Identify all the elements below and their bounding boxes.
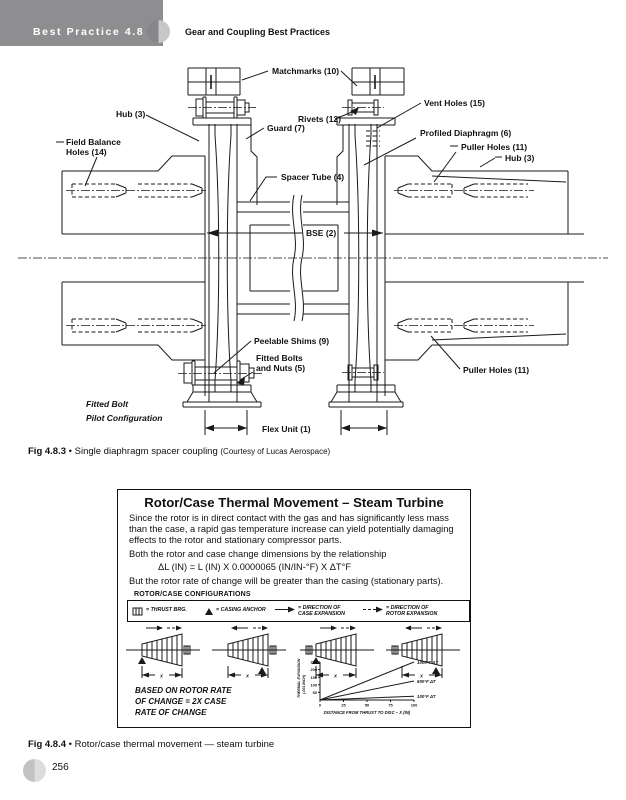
- label-puller-holes-bottom: Puller Holes (11): [463, 365, 530, 375]
- best-practice-label: Best Practice 4.8: [33, 26, 145, 38]
- fig-483-caption: Fig 4.8.3 • Single diaphragm spacer coupling (Courtesy of Lucas Aerospace): [28, 446, 331, 457]
- solid-arrow-icon: [274, 605, 296, 614]
- best-practice-banner: [0, 0, 163, 46]
- label-guard: Guard (7): [267, 123, 305, 133]
- svg-text:100: 100: [310, 682, 317, 688]
- legend-item-case-expansion: = DIRECTION OF CASE EXPANSION: [274, 605, 356, 617]
- matchmark-block-left: [188, 68, 240, 95]
- foot-right: [329, 392, 403, 407]
- guard-profile-right: [337, 125, 343, 205]
- series-label-1000f: 1000°F ΔT: [417, 660, 439, 665]
- svg-text:200: 200: [310, 667, 317, 673]
- rivet-bolt: [342, 100, 384, 115]
- casing-anchor-icon: [204, 607, 214, 616]
- box-paragraph-2: Both the rotor and case change dimensions by the relationship: [129, 549, 387, 559]
- label-vent-holes: Vent Holes (15): [424, 98, 485, 108]
- header-circle-ornament: [147, 20, 170, 43]
- label-hub-left: Hub (3): [116, 109, 146, 119]
- matchmark-block-right: [352, 68, 404, 95]
- label-field-balance-1: Field Balance: [66, 137, 121, 147]
- vent-holes-marks: [366, 131, 380, 146]
- top-fitted-bolt: [188, 97, 256, 118]
- rotor-rate-note: BASED ON ROTOR RATE OF CHANGE = 2X CASE RATE OF CHANGE: [135, 686, 232, 717]
- series-label-500f: 500°F ΔT: [417, 679, 436, 684]
- guard-profile-left: [251, 125, 257, 205]
- foot-left: [183, 392, 261, 407]
- legend-item-thrust: = THRUST BRG.: [132, 607, 198, 616]
- thermal-expansion-chart: [290, 656, 460, 718]
- chart-x-axis-label: DISTANCE FROM THRUST TO DISC – X (IN): [323, 710, 411, 715]
- label-rivets: Rivets (12): [298, 114, 341, 124]
- bottom-bolt-right: [342, 365, 384, 380]
- coupling-cross-section-diagram: [0, 55, 626, 450]
- series-label-100f: 100°F ΔT: [417, 694, 436, 699]
- label-pilot-config-2: Pilot Configuration: [86, 413, 163, 423]
- label-matchmarks: Matchmarks (10): [272, 66, 340, 76]
- config-sketch-1: [126, 626, 200, 679]
- legend-item-anchor: = CASING ANCHOR: [204, 607, 268, 616]
- expansion-formula: ΔL (IN) = L (IN) X 0.0000065 (IN/IN-°F) X ΔT°F: [158, 562, 352, 572]
- hub-right-outline: [385, 156, 584, 396]
- svg-text:150: 150: [310, 674, 317, 680]
- label-fitted-bolts-2: and Nuts (5): [256, 363, 306, 373]
- configurations-heading: ROTOR/CASE CONFIGURATIONS: [134, 591, 251, 598]
- fig-483-courtesy: (Courtesy of Lucas Aerospace): [220, 447, 331, 456]
- label-hub-right: Hub (3): [505, 153, 535, 163]
- svg-text:100: 100: [410, 702, 418, 708]
- bottom-fitted-bolt: [178, 361, 262, 385]
- label-peelable-shims: Peelable Shims (9): [254, 336, 330, 346]
- fig-483-text: Single diaphragm spacer coupling: [74, 446, 218, 457]
- svg-text:50: 50: [312, 690, 317, 695]
- legend-item-rotor-expansion: = DIRECTION OF ROTOR EXPANSION: [362, 605, 444, 617]
- fig-484-caption: Fig 4.8.4 • Rotor/case thermal movement — steam turbine: [28, 739, 275, 750]
- svg-text:0: 0: [318, 702, 322, 708]
- config-sketch-2: [212, 626, 286, 679]
- diaphragm-assembly-right: [329, 100, 403, 407]
- page-circle-ornament: [23, 759, 46, 782]
- dashed-arrow-icon: [362, 605, 384, 614]
- chapter-title: Gear and Coupling Best Practices: [185, 27, 331, 37]
- box-paragraph-1: Since the rotor is in direct contact with the gas and has significantly less mass than the case, a rapid gas temperature increase can yield potentially damaging effects to the rotor and stationary compressor parts.: [129, 513, 454, 545]
- chart-y-axis-label-2: (.001 INCH): [302, 674, 306, 694]
- label-pilot-config-1: Fitted Bolt: [86, 399, 129, 409]
- series-1000f: [320, 662, 414, 700]
- label-flex-unit: Flex Unit (1): [262, 424, 311, 434]
- label-field-balance-2: Holes (14): [66, 147, 107, 157]
- svg-text:X: X: [420, 673, 423, 679]
- box-title: Rotor/Case Thermal Movement – Steam Turbine: [144, 495, 444, 510]
- svg-text:X: X: [334, 673, 337, 679]
- svg-text:250: 250: [310, 659, 317, 665]
- fig-484-text: Rotor/case thermal movement — steam turbine: [74, 739, 275, 750]
- svg-text:X: X: [160, 673, 163, 679]
- thrust-bearing-icon: [132, 607, 144, 616]
- fig-483-number: Fig 4.8.3: [28, 446, 67, 457]
- label-fitted-bolts-1: Fitted Bolts: [256, 353, 303, 363]
- svg-text:75: 75: [388, 702, 393, 708]
- svg-text:50: 50: [364, 702, 370, 708]
- svg-text:25: 25: [341, 702, 346, 708]
- chart-y-axis-label-1: THERMAL EXPANSION: [297, 658, 301, 698]
- label-bse: BSE (2): [306, 228, 337, 238]
- box-paragraph-3: But the rotor rate of change will be greater than the casing (stationary parts).: [129, 576, 444, 586]
- thermal-movement-box: [117, 489, 471, 728]
- page-number: 256: [52, 762, 69, 773]
- label-puller-holes-top: Puller Holes (11): [461, 142, 528, 152]
- configurations-legend: [127, 600, 470, 622]
- fig-484-number: Fig 4.8.4: [28, 739, 67, 750]
- hub-left-outline: [62, 156, 206, 396]
- label-profiled-diaphragm: Profiled Diaphragm (6): [420, 128, 512, 138]
- svg-text:X: X: [246, 673, 249, 679]
- break-lines: [293, 195, 304, 321]
- label-spacer-tube: Spacer Tube (4): [281, 172, 345, 182]
